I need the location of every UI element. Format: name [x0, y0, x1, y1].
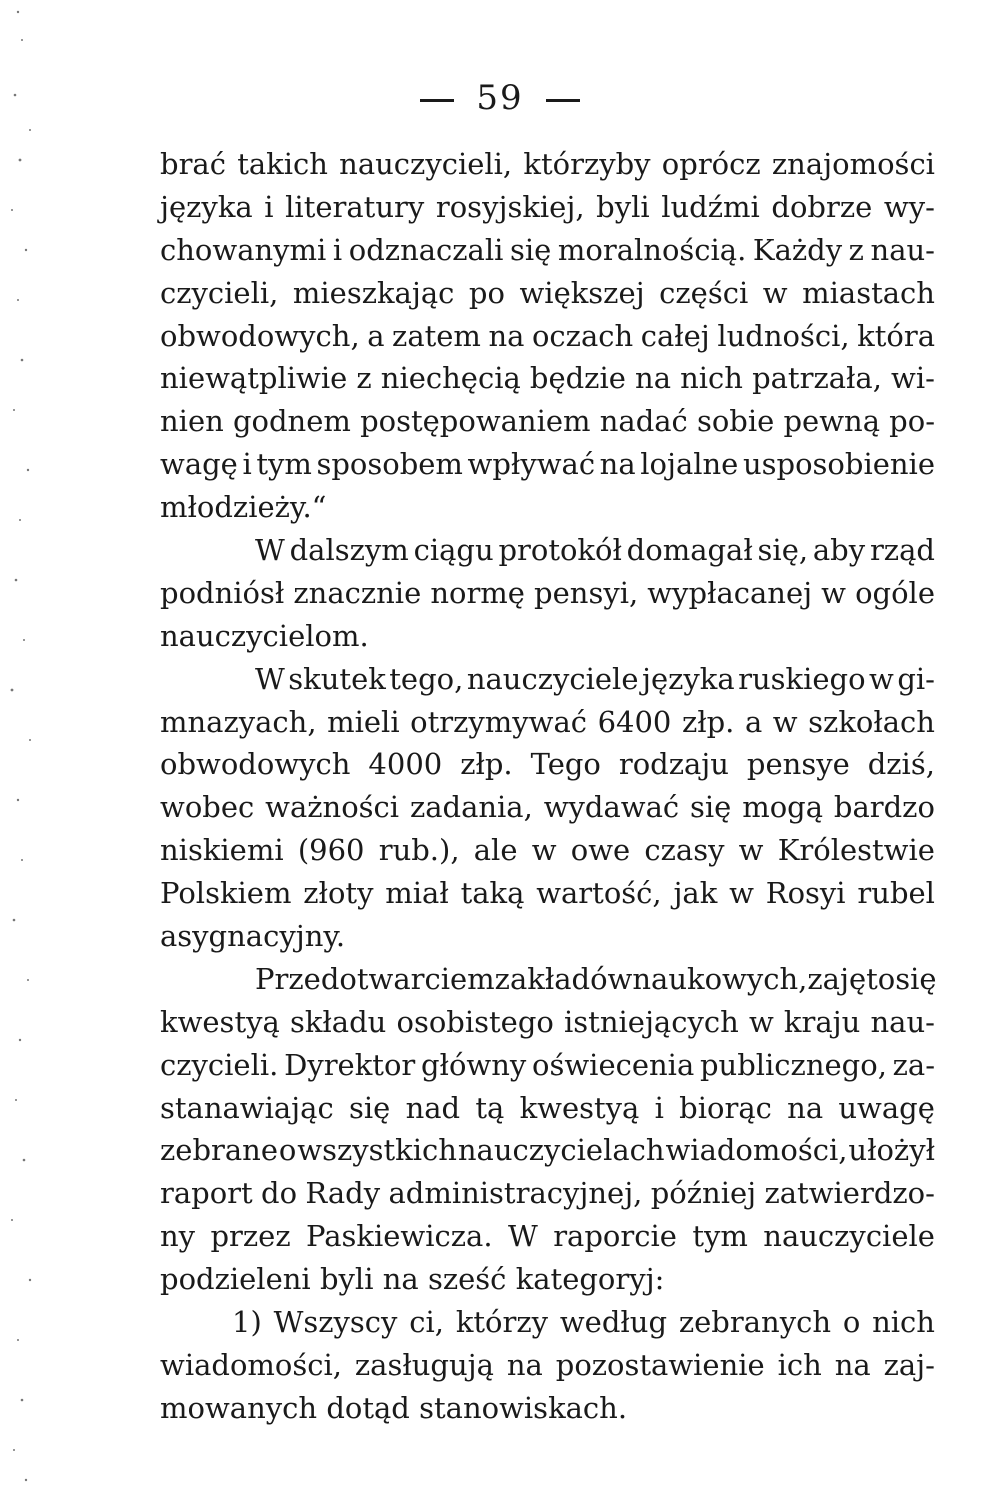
word: szkołach: [808, 704, 935, 739]
word: tym: [692, 1219, 748, 1254]
word: pensyi,: [534, 575, 639, 610]
word: po-: [889, 404, 935, 439]
word: Królestwie: [777, 833, 935, 868]
word: wy-: [883, 189, 935, 224]
word: asygnacyjny.: [160, 919, 346, 954]
text-line: [160, 1087, 935, 1130]
word: rosyjskiej,: [435, 189, 585, 224]
word: którzy: [455, 1305, 549, 1340]
text-line: [160, 1129, 935, 1172]
word: Każdy: [752, 232, 843, 267]
word: 4000: [368, 747, 443, 782]
word: podniósł: [160, 575, 285, 610]
word: w: [748, 1004, 774, 1039]
word: na: [599, 447, 636, 482]
word: na: [834, 1347, 871, 1382]
word: oprócz: [661, 147, 761, 181]
word: sobie: [696, 404, 775, 439]
word: później: [650, 1176, 757, 1211]
word: znajomości: [771, 147, 935, 181]
text-line: [160, 1301, 935, 1344]
text-line: [160, 1044, 935, 1087]
word: w: [738, 833, 764, 868]
text-line: [160, 486, 935, 529]
word: wartość,: [536, 876, 662, 911]
text-line: [160, 1215, 935, 1258]
word: tą: [475, 1090, 505, 1125]
word: wpływać: [467, 447, 596, 482]
page-header: [0, 78, 1000, 118]
word: i: [242, 447, 252, 482]
word: się,: [757, 533, 809, 568]
scan-margin-noise: [0, 0, 50, 1496]
word: nauczycielach: [457, 1133, 665, 1168]
word: owe: [570, 833, 631, 868]
text-line: [160, 529, 935, 572]
word: miastach: [802, 275, 935, 310]
word: Dyrektor: [284, 1047, 416, 1082]
word: kategoryj:: [515, 1262, 665, 1297]
word: wiadomości,: [160, 1347, 342, 1382]
word: pozostawienie: [555, 1347, 765, 1382]
word: ci,: [409, 1305, 444, 1340]
word: jak: [673, 876, 718, 911]
word: czycieli,: [160, 275, 279, 310]
text-line: [160, 443, 935, 486]
word: brać: [160, 147, 226, 181]
word: stanawiając: [160, 1090, 334, 1125]
word: godnem: [232, 404, 351, 439]
word: niechęcią: [380, 361, 521, 396]
word: ludności,: [717, 318, 850, 353]
word: domagał: [626, 533, 753, 568]
word: rubel: [857, 876, 935, 911]
word: ich: [777, 1347, 822, 1382]
text-line: [160, 743, 935, 786]
word: którzyby: [523, 147, 651, 181]
word: złp.: [681, 704, 735, 739]
word: uwagę: [838, 1090, 935, 1125]
word: i: [264, 189, 274, 224]
word: nau-: [870, 1004, 935, 1039]
word: rząd: [869, 533, 935, 568]
word: i: [332, 232, 343, 267]
word: publicznego,: [699, 1047, 887, 1082]
word: na: [787, 1090, 824, 1125]
word: Tego: [530, 747, 601, 782]
header-dash-right: [546, 99, 580, 102]
word: bardzo: [833, 790, 935, 825]
word: chowanymi: [160, 232, 327, 267]
word: wi-: [891, 361, 935, 396]
word: większej: [519, 275, 645, 310]
text-line: [160, 1387, 935, 1430]
word: wiadomości,: [665, 1133, 848, 1168]
word: nadać: [599, 404, 688, 439]
word: otwarciem: [339, 961, 495, 996]
body-text: [160, 143, 935, 1430]
word: Paskiewicza.: [306, 1219, 493, 1254]
word: kwestyą: [519, 1090, 640, 1125]
word: do: [261, 1176, 298, 1211]
word: zaj-: [883, 1347, 935, 1382]
word: mogą: [742, 790, 824, 825]
word: 6400: [597, 704, 672, 739]
word: z: [356, 361, 372, 396]
text-line: [160, 143, 935, 186]
word: główny: [420, 1047, 527, 1082]
word: podzieleni: [160, 1262, 311, 1297]
text-line: [160, 272, 935, 315]
text-line: [160, 829, 935, 872]
word: W: [507, 1219, 538, 1254]
word: raport: [160, 1176, 253, 1211]
word: zasługują: [354, 1347, 494, 1382]
word: nad: [405, 1090, 461, 1125]
word: nauczycielom.: [160, 618, 369, 653]
word: nien: [160, 404, 224, 439]
word: W: [255, 533, 285, 568]
word: dalszym: [289, 533, 409, 568]
word: istniejących: [564, 1004, 739, 1039]
word: ludźmi: [661, 189, 760, 224]
word: złp.: [460, 747, 513, 782]
word: będzie: [529, 361, 626, 396]
word: aby: [812, 533, 866, 568]
word: odznaczali: [348, 232, 504, 267]
word: zadania,: [409, 790, 533, 825]
word: ogóle: [855, 575, 935, 610]
word: zebranych: [678, 1305, 831, 1340]
word: się: [509, 232, 552, 267]
word: nauczyciele: [763, 1219, 935, 1254]
word: zatem: [392, 318, 481, 353]
word: biorąc: [679, 1090, 772, 1125]
word: mieszkając: [292, 275, 455, 310]
word: ruskiego: [738, 661, 866, 696]
word: w: [821, 575, 846, 610]
text-line: [160, 786, 935, 829]
text-line: [160, 958, 935, 1001]
word: składu: [289, 1004, 387, 1039]
word: tym: [256, 447, 312, 482]
header-dash-left: [420, 99, 454, 102]
word: młodzieży.“: [160, 490, 327, 525]
word: i: [654, 1090, 664, 1125]
word: pewną: [783, 404, 880, 439]
text-line: [160, 572, 935, 615]
word: moralnością.: [557, 232, 747, 267]
word: (960: [297, 833, 365, 868]
word: oświecenia: [532, 1047, 695, 1082]
text-line: [160, 1001, 935, 1044]
word: mnazyach,: [160, 704, 317, 739]
word: się: [895, 961, 937, 996]
word: protokół: [498, 533, 622, 568]
word: języka: [160, 189, 253, 224]
word: o: [842, 1305, 861, 1340]
word: osobistego: [396, 1004, 554, 1039]
word: byli: [319, 1262, 374, 1297]
word: w: [772, 704, 798, 739]
text-line: [160, 658, 935, 701]
word: taką: [460, 876, 525, 911]
word: w: [869, 661, 894, 696]
word: zatwierdzo-: [764, 1176, 935, 1211]
word: na: [635, 361, 671, 396]
word: normę: [430, 575, 525, 610]
word: niewątpliwie: [160, 361, 348, 396]
word: na: [382, 1262, 419, 1297]
word: znacznie: [293, 575, 422, 610]
word: pensye: [746, 747, 850, 782]
word: języka: [641, 661, 735, 696]
word: Rady: [305, 1176, 381, 1211]
word: 1): [232, 1305, 262, 1340]
word: takich: [237, 147, 328, 181]
word: ułożył: [848, 1133, 935, 1168]
word: rodzaju: [618, 747, 729, 782]
word: nauczyciele: [466, 661, 639, 696]
word: tego,: [389, 661, 464, 696]
word: obwodowych,: [160, 318, 360, 353]
word: ny: [160, 1219, 196, 1254]
word: sześć: [427, 1262, 507, 1297]
word: wszystkich: [297, 1133, 457, 1168]
word: oczach: [531, 318, 634, 353]
text-line: [160, 872, 935, 915]
word: czycieli.: [160, 1047, 279, 1082]
word: wagę: [160, 447, 238, 482]
text-line: [160, 400, 935, 443]
word: raporcie: [553, 1219, 677, 1254]
word: zebrane: [160, 1133, 278, 1168]
text-line: [160, 1344, 935, 1387]
word: czasy: [644, 833, 725, 868]
word: obwodowych: [160, 747, 351, 782]
word: skutek: [288, 661, 386, 696]
word: kwestyą: [160, 1004, 280, 1039]
word: Rosyi: [765, 876, 846, 911]
word: na: [506, 1347, 543, 1382]
word: na: [488, 318, 525, 353]
word: dobrze: [771, 189, 873, 224]
word: Przed: [255, 961, 340, 996]
word: administracyjnej,: [388, 1176, 643, 1211]
word: za-: [892, 1047, 935, 1082]
word: sposobem: [316, 447, 463, 482]
text-line: [160, 701, 935, 744]
word: dziś,: [867, 747, 935, 782]
word: a: [367, 318, 385, 353]
word: w: [762, 275, 788, 310]
word: ciągu: [413, 533, 494, 568]
word: przez: [210, 1219, 291, 1254]
word: otrzymywać: [410, 704, 588, 739]
word: kraju: [783, 1004, 861, 1039]
word: stanowiskach.: [419, 1390, 628, 1425]
word: wobec: [160, 790, 255, 825]
word: w: [531, 833, 557, 868]
word: naukowych,: [632, 961, 808, 996]
text-line: [160, 229, 935, 272]
word: Wszyscy: [273, 1305, 398, 1340]
word: mieli: [327, 704, 400, 739]
word: o: [278, 1133, 297, 1168]
text-line: [160, 615, 935, 658]
word: literatury: [285, 189, 425, 224]
word: wypłacanej: [647, 575, 813, 610]
word: zajęto: [807, 961, 896, 996]
word: lojalne: [640, 447, 739, 482]
word: nich: [872, 1305, 935, 1340]
word: nich: [680, 361, 743, 396]
text-line: [160, 186, 935, 229]
word: mowanych: [160, 1390, 318, 1425]
page-number: 59: [476, 78, 524, 118]
text-line: [160, 357, 935, 400]
word: byli: [596, 189, 650, 224]
word: rub.),: [378, 833, 460, 868]
word: patrzała,: [752, 361, 882, 396]
word: nauczycieli,: [339, 147, 513, 181]
word: zakładów: [494, 961, 633, 996]
word: całej: [640, 318, 710, 353]
word: po: [468, 275, 505, 310]
word: ważności: [265, 790, 400, 825]
word: miał: [385, 876, 449, 911]
word: części: [659, 275, 749, 310]
word: ale: [473, 833, 518, 868]
word: postępowaniem: [360, 404, 591, 439]
word: się: [348, 1090, 391, 1125]
word: wydawać: [543, 790, 680, 825]
text-line: [160, 1258, 935, 1301]
word: usposobienie: [742, 447, 935, 482]
word: złoty: [303, 876, 374, 911]
word: gi-: [897, 661, 935, 696]
word: W: [255, 661, 285, 696]
text-line: [160, 915, 935, 958]
word: w: [729, 876, 754, 911]
word: dotąd: [326, 1390, 410, 1425]
word: nau-: [870, 232, 935, 267]
word: która: [857, 318, 935, 353]
word: a: [744, 704, 763, 739]
word: według: [559, 1305, 668, 1340]
word: niskiemi: [160, 833, 284, 868]
word: Polskiem: [160, 876, 292, 911]
text-line: [160, 1172, 935, 1215]
word: się: [690, 790, 732, 825]
word: z: [848, 232, 864, 267]
text-line: [160, 315, 935, 358]
